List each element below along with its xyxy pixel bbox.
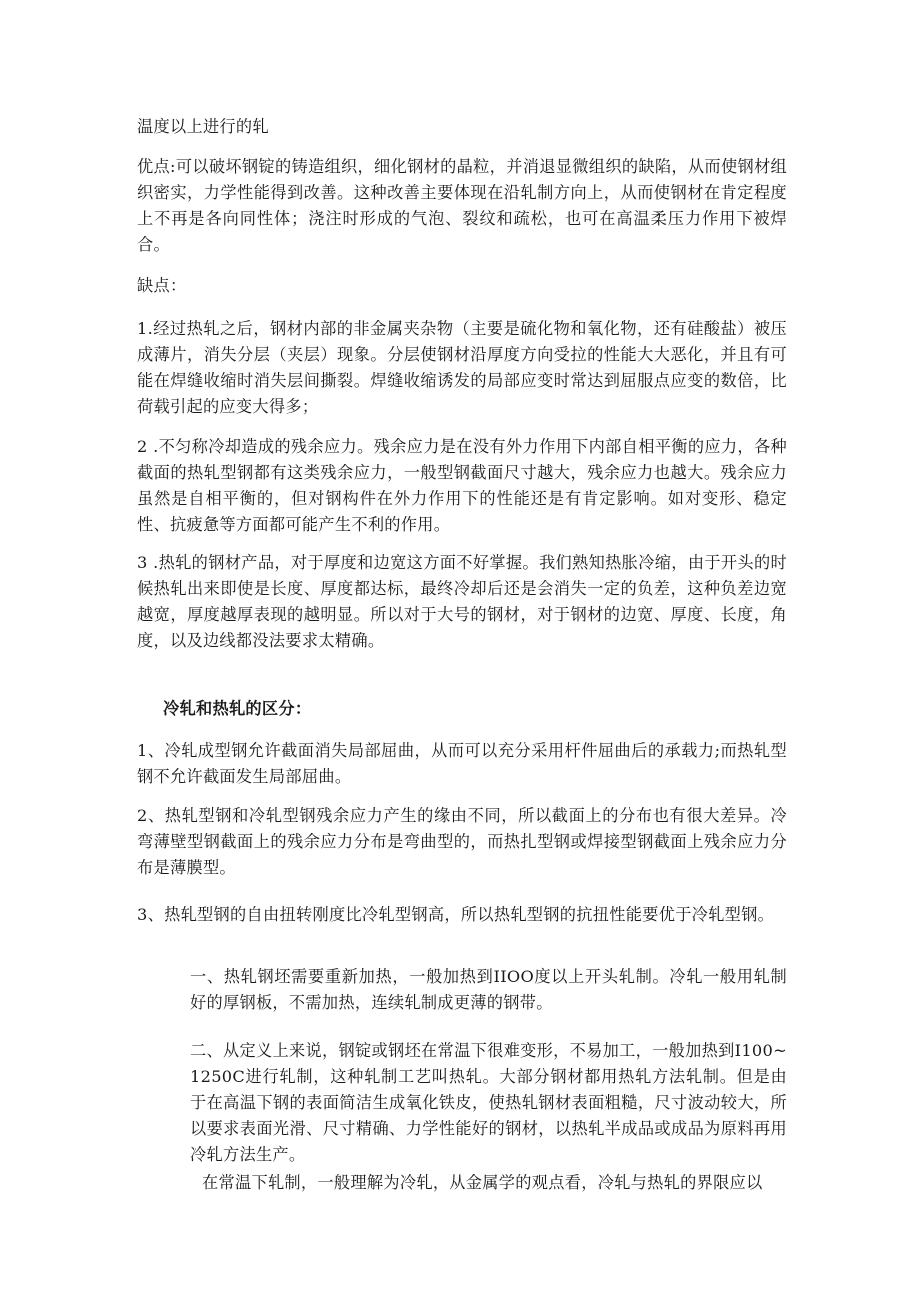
section-heading: 冷轧和热轧的区分： — [163, 699, 312, 718]
advantages-paragraph: 优点:可以破坏钢锭的铸造组织，细化钢材的晶粒，并消退显微组织的缺陷，从而使钢材组织密实，力学性能得到改善。这种改善主要体现在沿轧制方向上，从而使钢材在肯定程度上不再是各向同性体；浇注时形成的气泡、裂纹和疏松，也可在高温柔压力作用下被焊合。 — [137, 157, 787, 254]
trailing-line: 在常温下轧制，一般理解为冷轧，从金属学的观点看，冷轧与热轧的界限应以 — [202, 1173, 763, 1192]
difference-item-3: 3、热轧型钢的自由扭转刚度比冷轧型钢高，所以热轧型钢的抗扭性能要优于冷轧型钢。 — [137, 905, 775, 924]
intro-line: 温度以上进行的轧 — [137, 117, 269, 136]
difference-item-1: 1、冷轧成型钢允许截面消失局部屈曲，从而可以充分采用杆件屈曲后的承载力;而热轧型钢不允许截面发生局部屈曲。 — [137, 741, 787, 786]
disadvantage-item-1: 1.经过热轧之后，钢材内部的非金属夹杂物（主要是硫化物和氧化物，还有硅酸盐）被压成薄片，消失分层（夹层）现象。分层使钢材沿厚度方向受拉的性能大大恶化，并且有可能在焊缝收缩时消失层间撕裂。焊缝收缩诱发的局部应变时常达到屈服点应变的数倍，比荷载引起的应变大得多； — [137, 319, 787, 416]
disadvantage-item-2: 2 .不匀称冷却造成的残余应力。残余应力是在没有外力作用下内部自相平衡的应力，各种截面的热轧型钢都有这类残余应力，一般型钢截面尺寸越大，残余应力也越大。残余应力虽然是自相平衡的，但对钢构件在外力作用下的性能还是有肯定影响。如对变形、稳定性、抗疲惫等方面都可能产生不利的作用。 — [137, 437, 787, 534]
disadvantage-item-3: 3 .热轧的钢材产品，对于厚度和边宽这方面不好掌握。我们熟知热胀冷缩，由于开头的时候热轧出来即使是长度、厚度都达标，最终冷却后还是会消失一定的负差，这种负差边宽越宽，厚度越厚表现的越明显。所以对于大号的钢材，对于钢材的边宽、厚度、长度，角度，以及边线都没法要求太精确。 — [137, 553, 787, 650]
disadvantages-label: 缺点： — [137, 276, 187, 295]
point-item-1: 一、热轧钢坯需要重新加热，一般加热到IIOO度以上开头轧制。冷轧一般用轧制好的厚钢板，不需加热，连续轧制成更薄的钢带。 — [190, 967, 787, 1012]
point-item-2: 二、从定义上来说，钢锭或钢坯在常温下很难变形，不易加工，一般加热到I100~1250C进行轧制，这种轧制工艺叫热轧。大部分钢材都用热轧方法轧制。但是由于在高温下钢的表面简洁生成氧化铁皮，使热轧钢材表面粗糙，尺寸波动较大，所以要求表面光滑、尺寸精确、力学性能好的钢材，以热轧半成品或成品为原料再用冷轧方法生产。 — [190, 1041, 787, 1164]
difference-item-2: 2、热轧型钢和冷轧型钢残余应力产生的缘由不同，所以截面上的分布也有很大差异。冷弯薄壁型钢截面上的残余应力分布是弯曲型的，而热扎型钢或焊接型钢截面上残余应力分布是薄膜型。 — [137, 806, 787, 877]
